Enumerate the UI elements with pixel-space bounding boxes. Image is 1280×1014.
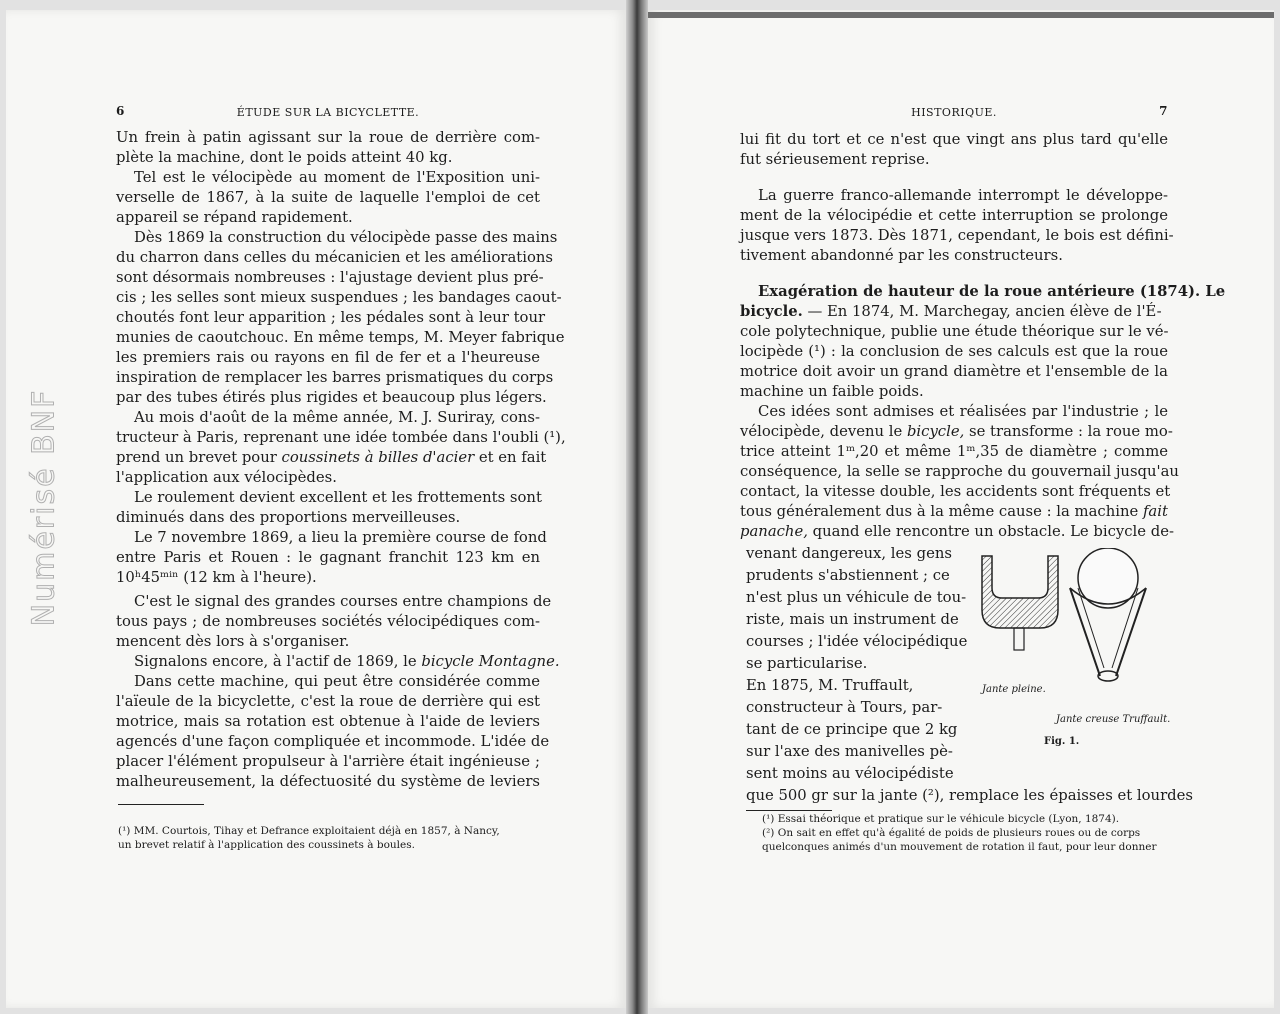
- text-line: l'application aux vélocipèdes.: [116, 469, 337, 486]
- text-line: machine un faible poids.: [740, 383, 924, 400]
- rim-figure: [960, 548, 1180, 698]
- text-line: Le roulement devient excellent et les frottements sont: [134, 489, 542, 506]
- text-line: [740, 522, 1174, 542]
- text-span: prend un brevet pour: [116, 449, 282, 466]
- text-line: n'est plus un véhicule de tou-: [746, 589, 967, 606]
- text-line: verselle de 1867, à la suite de laquelle l'emploi de cet: [116, 189, 540, 206]
- text-line: contact, la vitesse double, les accidents sont fréquents et: [740, 483, 1171, 500]
- text-line: Un frein à patin agissant sur la roue de derrière com-: [116, 129, 540, 146]
- footnote-rule: [118, 804, 204, 805]
- text-span: se transforme : la roue mo-: [964, 423, 1173, 440]
- text-line: Au mois d'août de la même année, M. J. Suriray, cons-: [134, 409, 540, 426]
- text-line: constructeur à Tours, par-: [746, 699, 943, 716]
- text-line: motrice, mais sa rotation est obtenue à l'aide de leviers: [116, 713, 540, 730]
- italic-span: panache,: [740, 523, 808, 540]
- text-line: Dès 1869 la construction du vélocipède passe des mains: [134, 229, 558, 246]
- text-line: tant de ce principe que 2 kg: [746, 721, 958, 738]
- book-gutter: [626, 0, 648, 1014]
- text-line: C'est le signal des grandes courses entre champions de: [134, 593, 552, 610]
- text-line: tous pays ; de nombreuses sociétés vélocipédiques com-: [116, 613, 540, 630]
- text-line: riste, mais un instrument de: [746, 611, 959, 628]
- footnote: quelconques animés d'un mouvement de rotation il faut, pour leur donner: [762, 841, 1157, 853]
- text-line: placer l'élément propulseur à l'arrière était ingénieuse ;: [116, 753, 540, 770]
- text-line: du charron dans celles du mécanicien et les améliorations: [116, 249, 553, 266]
- text-line: tructeur à Paris, reprenant une idée tombée dans l'oubli (¹),: [116, 429, 566, 446]
- text-line: Dans cette machine, qui peut être considérée comme: [134, 673, 540, 690]
- footnote-rule: [746, 810, 832, 811]
- watermark: [4, 360, 62, 660]
- text-span: et en fait: [474, 449, 547, 466]
- text-line: cis ; les selles sont mieux suspendues ; les bandages caout-: [116, 289, 562, 306]
- text-line: motrice doit avoir un grand diamètre et l'ensemble de la: [740, 363, 1168, 380]
- text-line: [740, 422, 1173, 442]
- text-line: fut sérieusement reprise.: [740, 151, 930, 168]
- section-heading: Exagération de hauteur de la roue antérieure (1874). Le: [758, 283, 1226, 300]
- text-line: sent moins au vélocipédiste: [746, 765, 954, 782]
- text-line: 10ʰ45ᵐⁱⁿ (12 km à l'heure).: [116, 569, 317, 586]
- italic-span: bicycle Montagne.: [421, 653, 560, 670]
- text-line: sur l'axe des manivelles pè-: [746, 743, 953, 760]
- left-page-number: 6: [116, 104, 125, 118]
- text-line: appareil se répand rapidement.: [116, 209, 353, 226]
- text-line: que 500 gr sur la jante (²), remplace les épaisses et lourdes: [746, 787, 1193, 804]
- text-line: Ces idées sont admises et réalisées par l'industrie ; le: [758, 403, 1168, 420]
- text-line: Le 7 novembre 1869, a lieu la première course de fond: [134, 529, 547, 546]
- footnote: (¹) Essai théorique et pratique sur le véhicule bicycle (Lyon, 1874).: [762, 813, 1120, 825]
- page-top-edge: [648, 12, 1274, 18]
- text-line: trice atteint 1ᵐ,20 et même 1ᵐ,35 de diamètre ; comme: [740, 443, 1168, 460]
- text-line: venant dangereux, les gens: [746, 545, 952, 562]
- italic-span: fait: [1142, 503, 1168, 520]
- text-line: locipède (¹) : la conclusion de ses calculs est que la roue: [740, 343, 1168, 360]
- italic-span: coussinets à billes d'acier: [281, 449, 475, 466]
- text-line: Tel est le vélocipède au moment de l'Exposition uni-: [134, 169, 540, 186]
- text-line: plète la machine, dont le poids atteint 40 kg.: [116, 149, 453, 166]
- text-line: les premiers rais ou rayons en fil de fer et a l'heureuse: [116, 349, 540, 366]
- text-line: [740, 302, 1168, 322]
- text-line: diminués dans des proportions merveilleuses.: [116, 509, 461, 526]
- text-span: quand elle rencontre un obstacle. Le bicycle de-: [807, 523, 1174, 540]
- text-line: agencés d'une façon compliquée et incommode. L'idée de: [116, 733, 550, 750]
- text-line: par des tubes étirés plus rigides et beaucoup plus légers.: [116, 389, 547, 406]
- text-span: tous généralement dus à la même cause : la machine: [740, 503, 1143, 520]
- text-line: l'aïeule de la bicyclette, c'est la roue de derrière qui est: [116, 693, 540, 710]
- text-line: [740, 502, 1168, 522]
- text-line: prudents s'abstiennent ; ce: [746, 567, 950, 584]
- figure-label: Fig. 1.: [1044, 736, 1080, 747]
- text-line: [116, 652, 560, 672]
- text-line: [116, 448, 547, 468]
- text-line: sont désormais nombreuses : l'ajustage devient plus pré-: [116, 269, 544, 286]
- text-line: courses ; l'idée vélocipédique: [746, 633, 968, 650]
- text-line: entre Paris et Rouen : le gagnant franchit 123 km en: [116, 549, 540, 566]
- right-running-head: [740, 104, 1168, 124]
- hollow-rim-drawing: [1070, 548, 1146, 681]
- figure-caption-solid: Jante pleine.: [982, 684, 1046, 695]
- text-line: En 1875, M. Truffault,: [746, 677, 914, 694]
- text-line: La guerre franco-allemande interrompt le développe-: [758, 187, 1168, 204]
- text-line: ment de la vélocipédie et cette interruption se prolonge: [740, 207, 1168, 224]
- left-running-head: [116, 104, 540, 124]
- text-line: munies de caoutchouc. En même temps, M. Meyer fabrique: [116, 329, 565, 346]
- text-span: vélocipède, devenu le: [740, 423, 907, 440]
- footnote: (¹) MM. Courtois, Tihay et Defrance exploitaient déjà en 1857, à Nancy,: [118, 825, 500, 837]
- text-line: lui fit du tort et ce n'est que vingt ans plus tard qu'elle: [740, 131, 1168, 148]
- text-line: malheureusement, la défectuosité du système de leviers: [116, 773, 540, 790]
- text-line: choutés font leur apparition ; les pédales sont à leur tour: [116, 309, 546, 326]
- left-running-title: ÉTUDE SUR LA BICYCLETTE.: [236, 106, 420, 119]
- text-line: se particularise.: [746, 655, 868, 672]
- text-line: cole polytechnique, publie une étude théorique sur le vé-: [740, 323, 1169, 340]
- solid-rim-drawing: [982, 556, 1058, 650]
- text-span: Signalons encore, à l'actif de 1869, le: [134, 653, 422, 670]
- figure-caption-hollow: Jante creuse Truffault.: [1056, 714, 1171, 725]
- right-page-number: 7: [1159, 104, 1168, 118]
- text-line: jusque vers 1873. Dès 1871, cependant, le bois est défini-: [740, 227, 1174, 244]
- text-line: mencent dès lors à s'organiser.: [116, 633, 350, 650]
- footnote: (²) On sait en effet qu'à égalité de poids de plusieurs roues ou de corps: [762, 827, 1141, 839]
- right-running-title: HISTORIQUE.: [911, 106, 997, 119]
- watermark-text: Numérisé BNF: [26, 388, 62, 627]
- footnote: un brevet relatif à l'application des coussinets à boules.: [118, 839, 415, 851]
- text-line: conséquence, la selle se rapproche du gouvernail jusqu'au: [740, 463, 1179, 480]
- text-line: inspiration de remplacer les barres prismatiques du corps: [116, 369, 554, 386]
- text-span: — En 1874, M. Marchegay, ancien élève de l'É-: [802, 303, 1162, 320]
- text-line: tivement abandonné par les constructeurs.: [740, 247, 1063, 264]
- bold-span: bicycle.: [740, 303, 803, 320]
- italic-span: bicycle,: [906, 423, 965, 440]
